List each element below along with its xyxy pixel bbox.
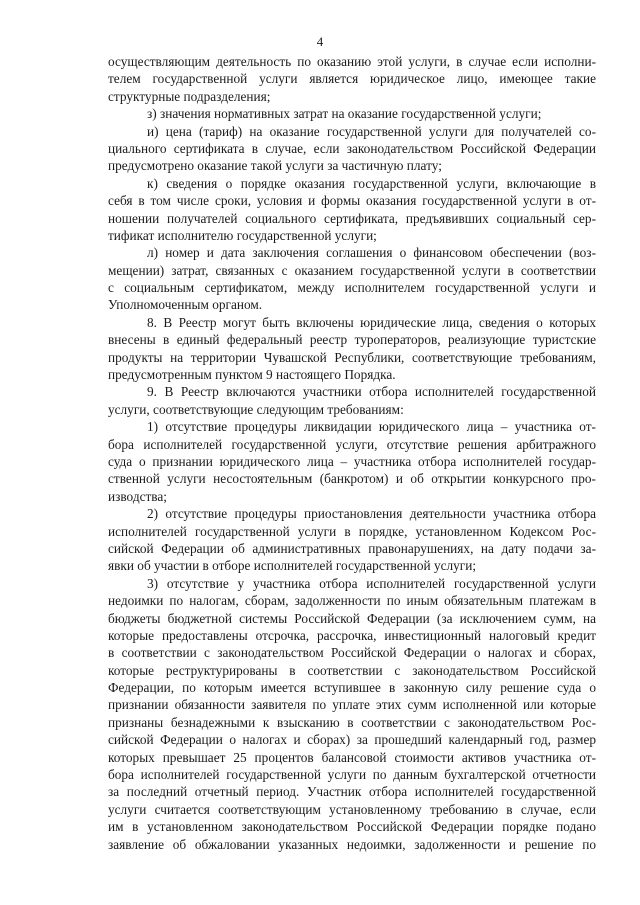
text-line: им в установленном законодательством Российской Федерации порядке подано: [108, 819, 596, 835]
text-line: 3) отсутствие у участника отбора исполнителей государственной услуги: [147, 575, 596, 591]
text-line: л) номер и дата заключения соглашения о финансовом обеспечении (воз-: [147, 245, 596, 261]
text-line: признании обязанности заявителя по уплате этих сумм исполненной или которые: [108, 697, 596, 713]
text-line: бюджеты бюджетной системы Российской Федерации (за исключением сумм, на: [108, 610, 596, 626]
text-line: сийской Федерации о налогах и сборах) за прошедший календарный год, размер: [108, 732, 596, 748]
text-line: изводства;: [108, 488, 167, 504]
text-line: услуги, соответствующие следующим требованиям:: [108, 401, 404, 417]
text-line: в соответствии с законодательством Российской Федерации о налогах и сборах,: [108, 645, 596, 661]
text-line: внесены в единый федеральный реестр туроператоров, реализующие туристские: [108, 332, 596, 348]
text-line: з) значения нормативных затрат на оказание государственной услуги;: [147, 106, 542, 122]
text-line: недоимки по налогам, сборам, задолженности по иным обязательным платежам в: [108, 593, 596, 609]
text-line: исполнителей государственной услуги в порядке, установленном Кодексом Рос-: [108, 523, 596, 539]
page-number: 4: [316, 34, 324, 49]
text-line: которые предоставлены отсрочка, рассрочка, инвестиционный налоговый кредит: [108, 627, 596, 643]
text-line: бора исполнителей государственной услуги по данным бухгалтерской отчетности: [108, 767, 596, 783]
text-line: и) цена (тариф) на оказание государственной услуги для получателей со-: [147, 123, 596, 139]
text-line: за последний отчетный период. Участник отбора исполнителей государственной: [108, 784, 596, 800]
text-line: предусмотренным пунктом 9 настоящего Порядка.: [108, 367, 396, 383]
text-line: Уполномоченным органом.: [108, 297, 263, 313]
text-line: Федерации, по которым имеется вступившее в законную силу решение суда о: [108, 680, 596, 696]
text-line: 8. В Реестр могут быть включены юридические лица, сведения о которых: [147, 314, 596, 330]
text-line: тификат исполнителю государственной услуги;: [108, 227, 377, 243]
text-line: которые реструктурированы в соответствии с законодательством Российской: [108, 662, 596, 678]
text-line: 2) отсутствие процедуры приостановления деятельности участника отбора: [147, 506, 596, 522]
text-line: циального сертификата в случае, если законодательством Российской Федерации: [108, 140, 596, 156]
text-line: телем государственной услуги является юридическое лицо, имеющее такие: [108, 71, 596, 87]
text-line: с социальным сертификатом, между исполнителем государственной услуги и: [108, 280, 596, 296]
text-line: предусмотрено оказание такой услуги за частичную плату;: [108, 158, 442, 174]
text-line: ношении получателей социального сертификата, предъявивших социальный сер-: [108, 210, 596, 226]
text-line: явки об участии в отборе исполнителей государственной услуги;: [108, 558, 477, 574]
text-line: себя в том числе сроки, условия и формы оказания государственной услуги в от-: [108, 193, 596, 209]
text-line: 9. В Реестр включаются участники отбора исполнителей государственной: [147, 384, 596, 400]
text-line: сийской Федерации об административных правонарушениях, на дату подачи за-: [108, 540, 596, 556]
text-line: бора исполнителей государственной услуги, отсутствие решения арбитражного: [108, 436, 596, 452]
text-line: которых превышает 25 процентов балансовой стоимости активов участника от-: [108, 749, 596, 765]
text-line: суда о признании юридического лица – участника отбора исполнителей государ-: [108, 453, 596, 469]
text-line: ственной услуги несостоятельным (банкротом) и об открытии конкурсного про-: [108, 471, 596, 487]
text-line: мещении) затрат, связанных с оказанием государственной услуги в соответствии: [108, 262, 596, 278]
text-line: осуществляющим деятельность по оказанию этой услуги, в случае если исполни-: [108, 54, 596, 69]
text-line: заявление об обжаловании указанных недоимки, задолженности и решение по: [108, 836, 596, 852]
text-line: продукты на территории Чувашской Республики, соответствующие требованиям,: [108, 349, 596, 365]
document-body: [108, 53, 596, 853]
text-line: 1) отсутствие процедуры ликвидации юридического лица – участника от-: [147, 419, 596, 435]
text-line: к) сведения о порядке оказания государственной услуги, включающие в: [147, 175, 596, 191]
text-line: структурные подразделения;: [108, 88, 271, 104]
text-line: услуги считается соответствующим установленному требованию в случае, если: [108, 801, 596, 817]
text-line: признаны безнадежными к взысканию в соответствии с законодательством Рос-: [108, 714, 596, 730]
